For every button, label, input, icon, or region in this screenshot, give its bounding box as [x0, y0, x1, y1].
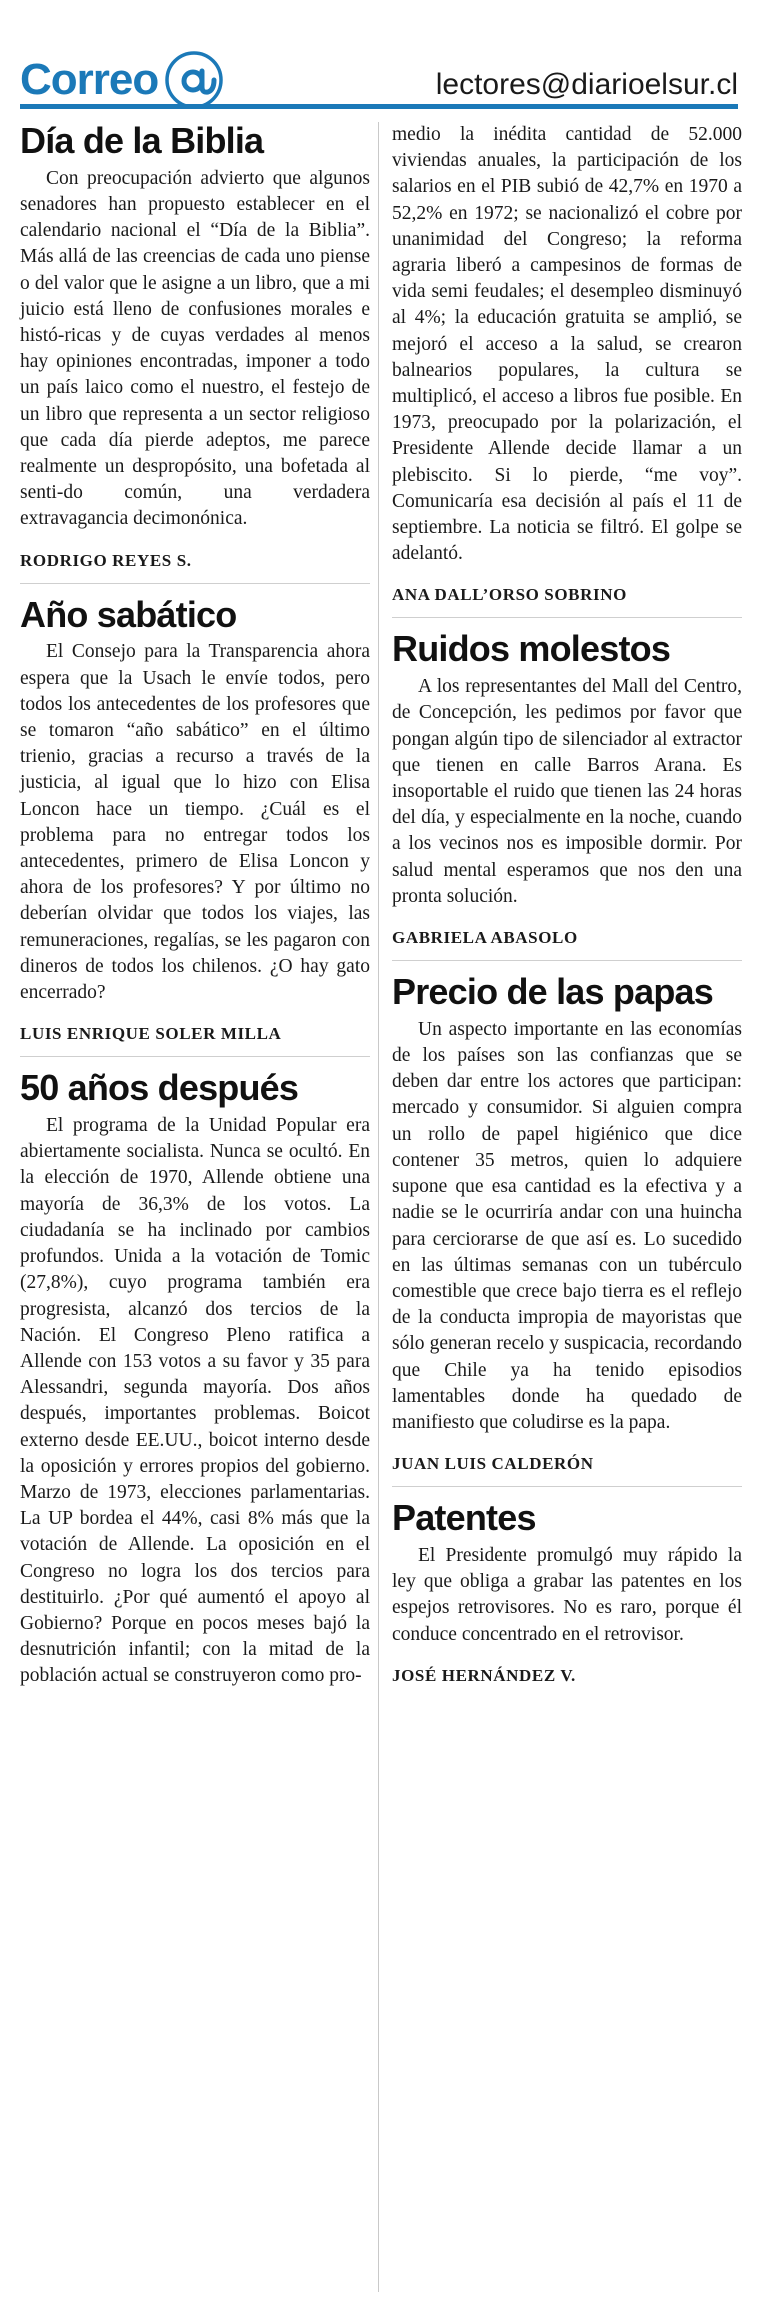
letter-body-continued: medio la inédita cantidad de 52.000 viviendas anuales, la participación de los salarios en el PIB subió de 42,7% en 1970 a 52,2% en 1972; se nacionalizó el cobre por unanimidad del Congreso; la reforma agraria liberó a campesinos de formas de vida semi feudales; el desempleo disminuyó al 4%; la educación gratuita se amplió, se mejoró el acceso a la salud, se crearon balnearios populares, la cultura se multiplicó, el acceso a libros fue posible. En 1973, preocupado por la polarización, el Presidente Allende decide llamar a un plebiscito. Si lo pierde, “me voy”. Comunicaría esa decisión al país el 11 de septiembre. La noticia se filtró. El golpe se adelantó. [392, 124, 742, 565]
letter-ruidos-molestos [392, 630, 742, 960]
letter-50-anos-despues [20, 1069, 370, 1689]
letter-separator [392, 960, 742, 961]
header-rule [20, 104, 738, 109]
letter-body: El Presidente promulgó muy rápido la ley que obliga a grabar las patentes en los espejos retrovisores. No es raro, porque él conduce concentrado en el retrovisor. [392, 1544, 742, 1645]
letter-body: El programa de la Unidad Popular era abiertamente socialista. Nunca se ocultó. En la elección de 1970, Allende obtiene una mayoría de 36,3% de los votos. La ciudadanía se ha inclinado por cambios profundos. Unida a la votación de Tomic (27,8%), cuyo programa también era progresista, alcanzó dos tercios de la Nación. El Congreso Pleno ratifica a Allende con 153 votos a su favor y 35 para Alessandri, segunda mayoría. Dos años después, importantes problemas. Boicot externo desde EE.UU., boicot interno desde la oposición y errores propios del gobierno. Marzo de 1973, elecciones parlamentarias. La UP bordea el 44%, casi 8% más que la votación de Allende. La oposición en el Congreso no logra los dos tercios para destituirlo. ¿Por qué aumentó el apoyo al Gobierno? Porque en pocos meses bajó la desnutrición infantil; con la mitad de la población actual se construyeron como pro- [20, 1115, 370, 1687]
at-sign-icon [164, 50, 224, 110]
section-header [20, 18, 738, 110]
letter-title: 50 años después [20, 1067, 299, 1109]
letter-author: ANA DALL’ORSO SOBRINO [392, 585, 627, 605]
letter-dia-de-la-biblia [20, 122, 370, 583]
letter-author: JOSÉ HERNÁNDEZ V. [392, 1665, 576, 1685]
left-column [20, 122, 370, 1690]
contact-email[interactable]: lectores@diarioelsur.cl [435, 68, 738, 101]
letter-body: El Consejo para la Transparencia ahora espera que la Usach le envíe todos, pero todos los antecedentes de los profesores que se tomaron “año sabático” en el último trienio, gracias a recurso a través de la justicia, al igual que lo hizo con Elisa Loncon hace un tiempo. ¿Cuál es el problema para no entregar todos los antecedentes, primero de Elisa Loncon y ahora de los profesores? Y por último no deberían olvidar que todos los viajes, las remuneraciones, regalías, se les pagaron con dineros de todos los chilenos. ¿O hay gato encerrado? [20, 641, 370, 1004]
letter-body: A los representantes del Mall del Centro, de Concepción, les pedimos por favor que pongan algún tipo de silenciador al extractor que tienen en calle Barros Arana. Es insoportable el ruido que tienen las 24 horas del día, y especialmente en la noche, cuando a los vecinos nos es imposible dormir. Por salud mental esperamos que nos den una pronta solución. [392, 676, 742, 907]
letter-author: LUIS ENRIQUE SOLER MILLA [20, 1024, 282, 1044]
letter-title: Año sabático [20, 593, 237, 635]
right-column [392, 122, 742, 1698]
letter-separator [392, 617, 742, 618]
letter-body: Con preocupación advierto que algunos senadores han propuesto establecer en el calendario nacional el “Día de la Biblia”. Más allá de las creencias de cada uno piense o del valor que le asigne a un libro, que a mi juicio está lleno de confusiones morales e histó-ricas y de cuyas verdades al menos hay opiniones encontradas, imponer a todo un país laico como el nuestro, el festejo de un libro que representa a un sector religioso que cada día pierde adeptos, me parece realmente un despropósito, una bofetada al senti-do común, una verdadera extravagancia decimonónica. [20, 167, 370, 530]
letter-author: GABRIELA ABASOLO [392, 928, 578, 948]
letter-precio-de-las-papas [392, 973, 742, 1486]
letter-author: JUAN LUIS CALDERÓN [392, 1454, 594, 1474]
column-divider [378, 122, 379, 2292]
letter-title: Día de la Biblia [20, 120, 264, 161]
letter-separator [392, 1486, 742, 1487]
letter-body: Un aspecto importante en las economías de los países son las confianzas que se deben dar entre los actores que participan: mercado y consumidor. Si alguien compra un rollo de papel higiénico que dice contener 35 metros, quien lo adquiere supone que esa cantidad es la efectiva y a nadie se le ocurriría andar con una huincha para cerciorarse de que así es. Lo sucedido en las últimas semanas con un tubérculo comestible que crece bajo tierra es el reflejo de la conducta impropia de mayoristas que sólo generan recelo y suspicacia, recordando que Chile ya ha tenido episodios lamentables donde ha quedado de manifiesto que coludirse es la papa. [392, 1018, 742, 1433]
letter-separator [20, 1056, 370, 1057]
letter-patentes [392, 1499, 742, 1698]
letter-title: Ruidos molestos [392, 628, 671, 670]
letter-title: Precio de las papas [392, 971, 713, 1013]
letter-separator [20, 583, 370, 584]
letter-author: RODRIGO REYES S. [20, 550, 192, 570]
letter-50-anos-despues-continued [392, 122, 742, 617]
letter-title: Patentes [392, 1497, 536, 1539]
section-title: Correo [20, 55, 159, 104]
section-brand [20, 50, 224, 110]
letter-ano-sabatico [20, 593, 370, 1057]
